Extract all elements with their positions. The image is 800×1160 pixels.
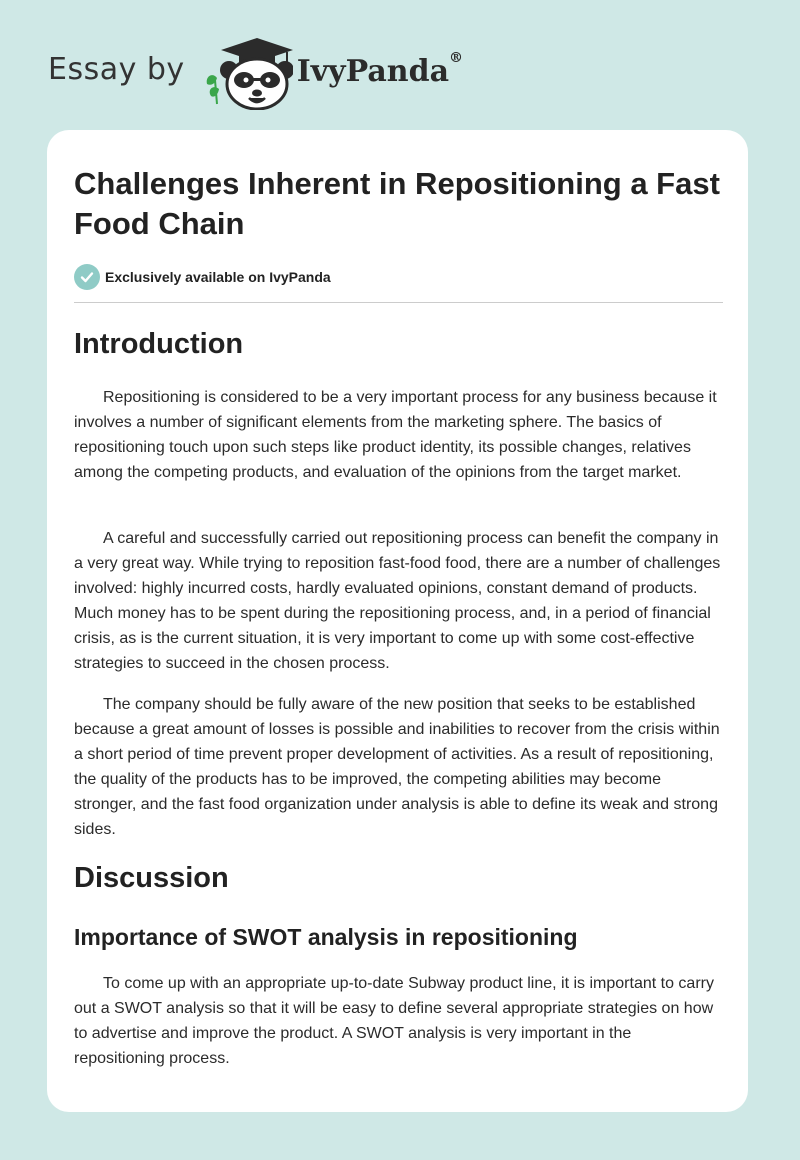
paragraph: Repositioning is considered to be a very important process for any business because it involves a number of significant elements from the marketing sphere. The basics of repositioning touch upon such steps like product identity, its possible changes, relatives among the competing products, and evaluation of the opinions from the target market. [74,389,717,481]
paragraph: The company should be fully aware of the new position that seeks to be established because a great amount of losses is possible and inabilities to recover from the crisis within a short period of time prevent proper development of activities. As a result of repositioning, the quality of the products has to be improved, the competing abilities may become stronger, and the fast food organization under analysis is able to define its weak and strong sides. [74,696,720,838]
section-heading-discussion: Discussion [74,862,229,894]
registered-mark: ® [449,49,464,66]
section-heading-introduction: Introduction [74,328,244,360]
panda-graduate-icon[interactable] [201,34,293,110]
article-card [47,130,748,1112]
paragraph: A careful and successfully carried out repositioning process can benefit the company in a very great way. While trying to reposition fast-food food, there are a number of challenges involved: highly incurred costs, hardly evaluated opinions, constant demand of products. Much money has to be spent during the repositioning process, and, in a period of financial crisis, as is the current situation, it is very important to come up with some cost-effective strategies to succeed in the chosen process. [74,530,721,672]
page-title: Challenges Inherent in Repositioning a Fast Food Chain [74,166,720,241]
divider [74,302,723,303]
exclusive-badge [74,264,331,290]
paragraph: To come up with an appropriate up-to-date Subway product line, it is important to carry out a SWOT analysis so that it will be easy to define several appropriate strategies on how to advertise and improve the product. A SWOT analysis is very important in the repositioning process. [74,975,714,1067]
brand-name[interactable] [296,49,464,89]
essay-by-label: Essay by [48,51,185,87]
site-header [48,34,463,110]
exclusive-label: Exclusively available on IvyPanda [105,269,331,285]
subsection-heading: Importance of SWOT analysis in repositioning [74,924,578,950]
check-icon [74,264,100,290]
brand-text: IvyPanda [296,53,450,89]
